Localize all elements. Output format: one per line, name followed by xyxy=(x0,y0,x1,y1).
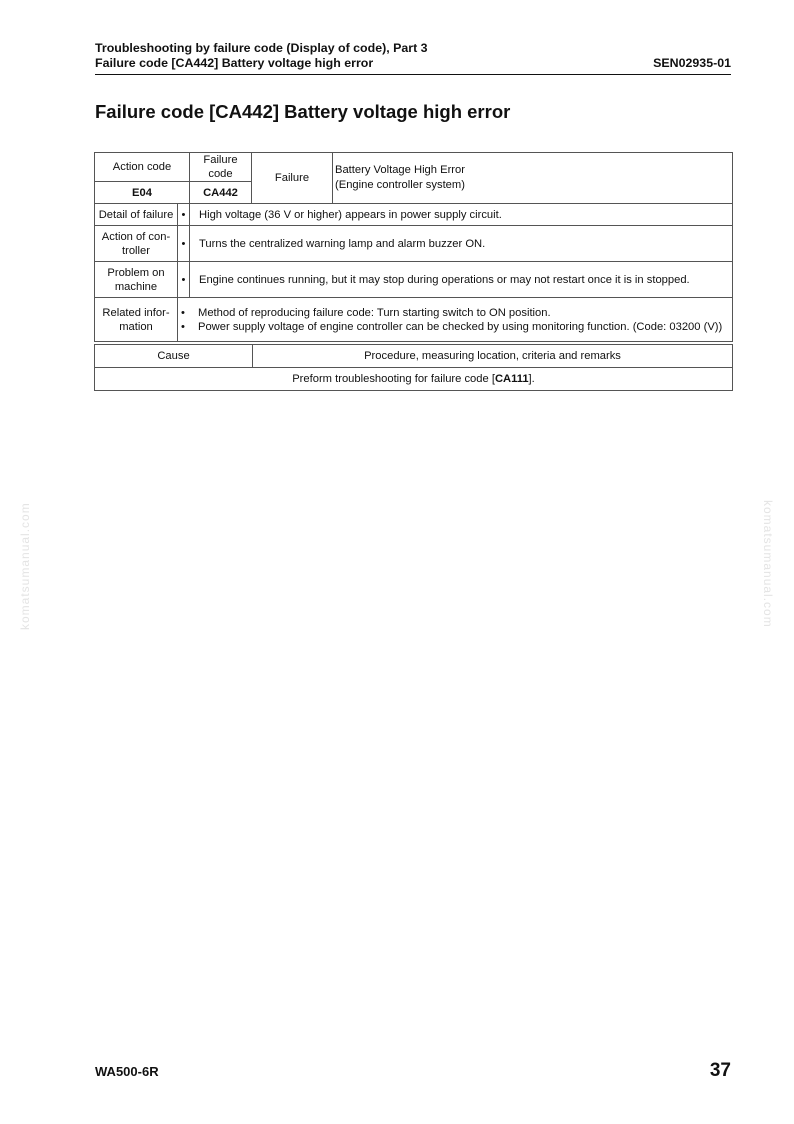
procedure-header: Procedure, measuring location, criteria and remarks xyxy=(253,345,733,368)
list-item xyxy=(178,306,732,320)
related-information-row xyxy=(95,298,733,342)
header-section-title: Troubleshooting by failure code (Display of code), Part 3 xyxy=(95,41,428,55)
row-label xyxy=(95,262,178,298)
bullet: • xyxy=(178,226,190,262)
cause-header: Cause xyxy=(95,345,253,368)
row-label-line: Problem on xyxy=(107,266,165,279)
action-code-value: E04 xyxy=(95,182,190,204)
row-label xyxy=(95,298,178,342)
row-label-line: Action of con- xyxy=(101,230,171,243)
problem-on-machine-row xyxy=(95,262,733,298)
failure-info-table xyxy=(94,152,733,342)
row-text: Turns the centralized warning lamp and alarm buzzer ON. xyxy=(190,226,733,262)
row-label: Detail of failure xyxy=(95,204,178,226)
bullet: • xyxy=(181,320,185,333)
failure-code-value: CA442 xyxy=(190,182,252,204)
bullet: • xyxy=(178,204,190,226)
row-label-line: Related infor- xyxy=(102,306,170,319)
failure-label: Failure xyxy=(252,153,333,204)
row-text: High voltage (36 V or higher) appears in power supply circuit. xyxy=(190,204,733,226)
failure-description-line-2: (Engine controller system) xyxy=(335,179,465,191)
bullet: • xyxy=(178,262,190,298)
cause-row-prefix: Preform troubleshooting for failure code [ xyxy=(292,373,495,385)
running-header xyxy=(95,41,731,71)
failure-code-label: Failure code xyxy=(190,153,252,182)
page-title: Failure code [CA442] Battery voltage high error xyxy=(95,101,511,122)
footer-model: WA500-6R xyxy=(95,1064,159,1079)
cause-row-suffix: ]. xyxy=(528,373,535,385)
row-label-line: machine xyxy=(114,280,158,293)
page-number: 37 xyxy=(709,1060,731,1081)
action-of-controller-row xyxy=(95,226,733,262)
list-item-text: Power supply voltage of engine controller can be checked by using monitoring function. (Code: 03200 (V)) xyxy=(198,320,723,333)
bullet: • xyxy=(181,306,185,319)
detail-of-failure-row xyxy=(95,204,733,226)
header-divider xyxy=(95,74,731,75)
watermark-left: komatsumanual.com xyxy=(18,502,32,630)
related-info-list xyxy=(178,298,733,342)
watermark-right: komatsumanual.com xyxy=(761,500,775,628)
cause-row-code: CA111 xyxy=(494,373,529,385)
cause-table xyxy=(94,344,733,391)
header-doc-code: SEN02935-01 xyxy=(653,56,731,70)
row-text: Engine continues running, but it may stop during operations or may not restart once it is in stopped. xyxy=(190,262,733,298)
row-label xyxy=(95,226,178,262)
list-item-text: Method of reproducing failure code: Turn starting switch to ON position. xyxy=(198,306,551,319)
cause-row xyxy=(95,368,733,391)
failure-description xyxy=(333,153,733,204)
row-label-line: troller xyxy=(122,244,150,257)
list-item xyxy=(178,320,732,334)
action-code-label: Action code xyxy=(95,153,190,182)
failure-description-line-1: Battery Voltage High Error xyxy=(335,164,465,176)
row-label-line: mation xyxy=(119,320,153,333)
header-failure-title: Failure code [CA442] Battery voltage high error xyxy=(95,56,374,70)
